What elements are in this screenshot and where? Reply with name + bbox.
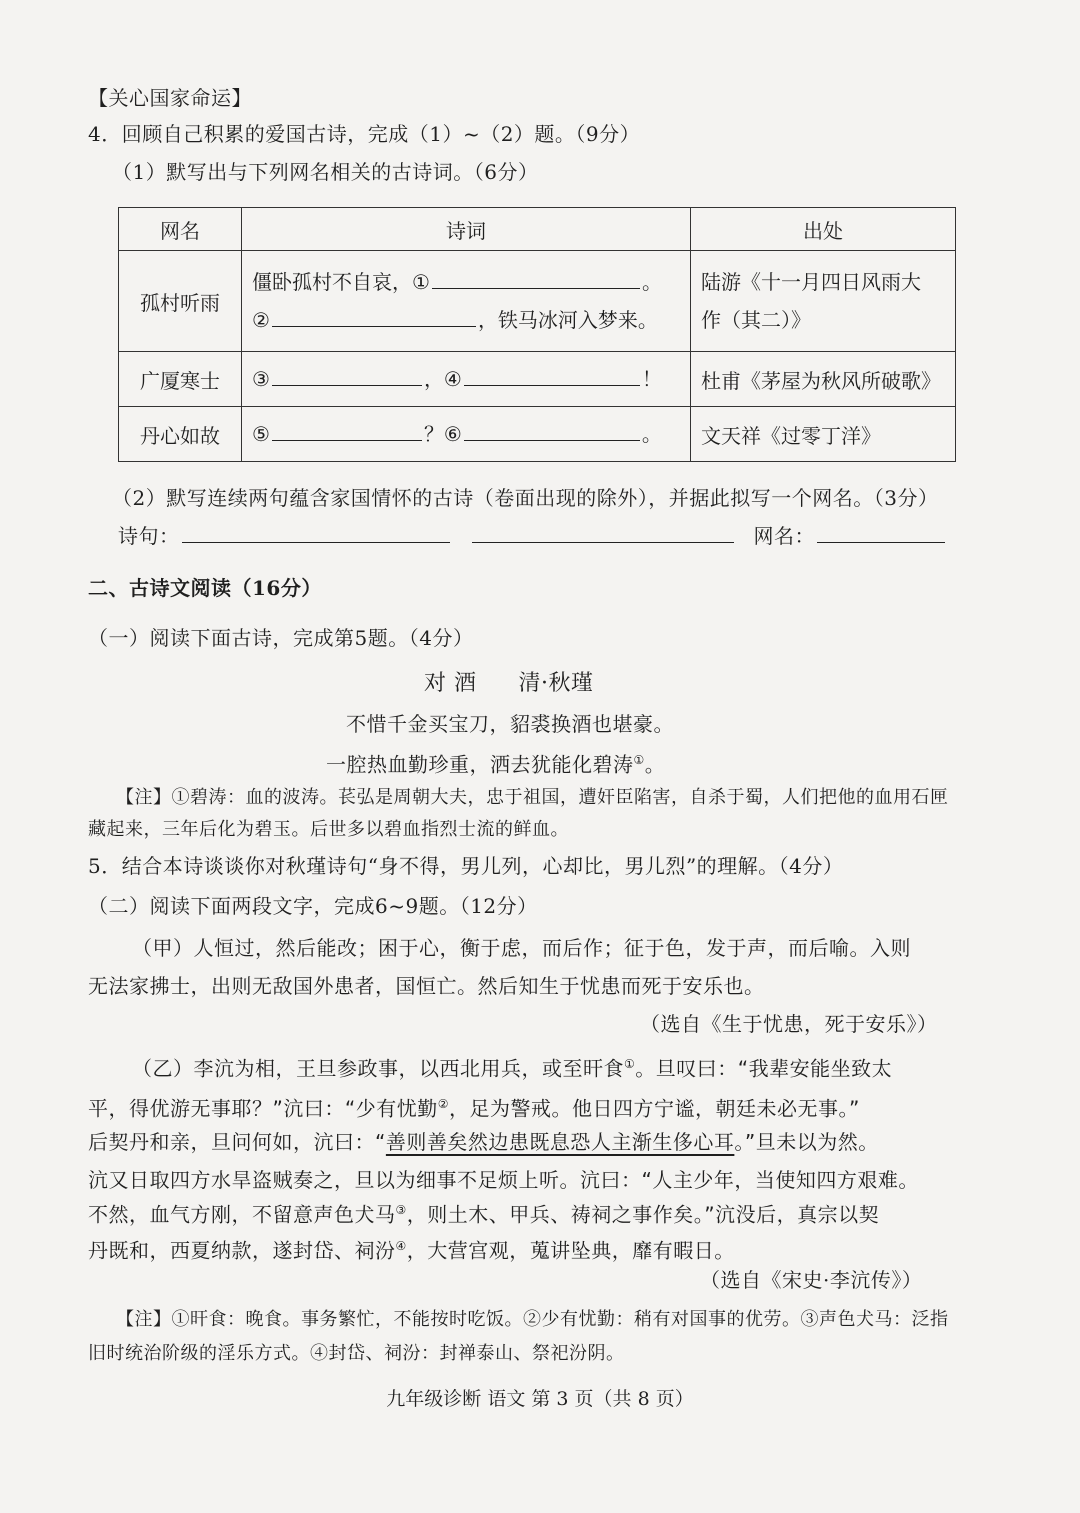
passage-yi-source: （选自《宋史·李沆传》） (700, 1268, 923, 1292)
passage-text: ，足为警戒。他日四方宁谧，朝廷未必无事。” (449, 1096, 860, 1121)
passage-text: ，大营宫观，蒐讲坠典，靡有暇日。 (406, 1238, 735, 1263)
passage-yi-line-4: 沆又日取四方水旱盗贼奏之，旦以为细事不足烦上听。沆曰：“人主少年，当使知四方艰难。 (88, 1168, 919, 1192)
note-mark: ③ (395, 1203, 407, 1217)
answer-blank-6[interactable] (464, 418, 640, 441)
note-mark: ① (624, 1057, 636, 1071)
note-mark: ① (633, 753, 645, 767)
poem-line-1: 不惜千金买宝刀，貂裘换酒也堪豪。 (346, 712, 674, 736)
source-cell: 文天祥《过零丁洋》 (691, 407, 956, 462)
passage-yi-line-5 (88, 1194, 879, 1231)
poem-text: ⑤ (252, 422, 270, 446)
passage-jia-line-1: （甲）人恒过，然后能改；困于心，衡于虑，而后作；征于色，发于声，而后喻。入则 (132, 936, 911, 960)
passage-text: 。旦叹曰：“我辈安能坐致太 (635, 1056, 893, 1081)
poem-text: 。 (641, 422, 662, 446)
table-row (119, 407, 956, 462)
poem-table (118, 207, 956, 462)
answer-blank-5[interactable] (272, 418, 422, 441)
note-2-line-1: 【注】①旰食：晚食。事务繁忙，不能按时吃饭。②少有忧勤：稍有对国事的优劳。③声色犬马：泛指 (116, 1309, 949, 1330)
passage-text: 。”旦未以为然。 (734, 1130, 879, 1154)
poem-text: ？⑥ (423, 422, 462, 446)
poem-text: ，④ (423, 367, 462, 391)
passage-yi-line-1 (132, 1048, 892, 1085)
passage-text: 后契丹和亲，旦问何如，沆曰：“ (88, 1130, 386, 1154)
question-4-sub2: （2）默写连续两句蕴含家国情怀的古诗（卷面出现的除外），并据此拟写一个网名。（3分） (112, 486, 939, 510)
poem-label: 诗句： (118, 524, 180, 548)
note-mark: ④ (395, 1239, 407, 1253)
passage-jia-line-2: 无法家拂士，出则无敌国外患者，国恒亡。然后知生于忧患而死于安乐也。 (88, 974, 765, 998)
poem-cell (242, 251, 691, 352)
poem-author: 清·秋瑾 (518, 671, 594, 696)
poem-line-2-end: 。 (644, 752, 666, 777)
passage-text: ，则土木、甲兵、祷祠之事作矣。”沆没后，真宗以契 (406, 1202, 880, 1227)
part-2-instruction: （二）阅读下面两段文字，完成6~9题。（12分） (88, 894, 538, 918)
passage-text: 不然，血气方刚，不留意声色犬马 (88, 1202, 396, 1227)
question-5: 5．结合本诗谈谈你对秋瑾诗句“身不得，男儿列，心却比，男儿烈”的理解。（4分） (88, 854, 844, 878)
net-name-label: 网名： (753, 524, 815, 548)
poem-title-line (424, 668, 594, 700)
passage-jia-source: （选自《生于忧患，死于安乐》） (640, 1012, 938, 1036)
passage-text: 丹既和，西夏纳款，遂封岱、祠汾 (88, 1238, 396, 1263)
table-header-cell: 出处 (691, 208, 956, 251)
poem-text: ！ (641, 367, 662, 391)
poem-cell (242, 407, 691, 462)
poem-answer-line (118, 520, 947, 552)
table-header-row (119, 208, 956, 251)
source-text: 作（其二）》 (701, 308, 811, 332)
net-name-cell: 广厦寒士 (119, 352, 242, 407)
poem-text: 。 (641, 270, 662, 294)
answer-blank-1[interactable] (432, 266, 640, 289)
note-1-line-2: 藏起来，三年后化为碧玉。后世多以碧血指烈士流的鲜血。 (88, 819, 569, 840)
table-header-cell: 网名 (119, 208, 242, 251)
source-cell: 杜甫《茅屋为秋风所破歌》 (691, 352, 956, 407)
passage-yi-line-2 (88, 1088, 860, 1125)
poem-text: 僵卧孤村不自哀，① (252, 270, 430, 294)
poem-title: 对 酒 (424, 671, 477, 696)
table-row (119, 251, 956, 352)
passage-text: （乙）李沆为相，王旦参政事，以西北用兵，或至旰食 (132, 1056, 624, 1081)
poem-answer-blank-a[interactable] (182, 520, 450, 543)
poem-text: ③ (252, 367, 270, 391)
passage-yi-line-6 (88, 1230, 735, 1267)
poem-text: ，铁马冰河入梦来。 (477, 308, 658, 332)
section-header: 【关心国家命运】 (88, 86, 252, 110)
answer-blank-4[interactable] (464, 363, 640, 386)
source-cell (691, 251, 956, 352)
table-row (119, 352, 956, 407)
part-1-instruction: （一）阅读下面古诗，完成第5题。（4分） (88, 626, 474, 650)
note-mark: ② (437, 1097, 449, 1111)
net-name-cell: 孤村听雨 (119, 251, 242, 352)
poem-cell (242, 352, 691, 407)
poem-line-2-text: 一腔热血勤珍重，洒去犹能化碧涛 (326, 752, 634, 777)
net-name-cell: 丹心如故 (119, 407, 242, 462)
table-header-cell: 诗词 (242, 208, 691, 251)
answer-blank-3[interactable] (272, 363, 422, 386)
question-4-sub1: （1）默写出与下列网名相关的古诗词。（6分） (112, 160, 539, 184)
section-2-title: 二、古诗文阅读（16分） (88, 576, 322, 600)
poem-text: ② (252, 308, 270, 332)
passage-text: 平，得优游无事耶？”沆曰：“少有忧勤 (88, 1096, 438, 1121)
passage-yi-line-3 (88, 1126, 879, 1158)
source-text: 陆游《十一月四日风雨大 (701, 270, 921, 294)
page-footer: 九年级诊断 语文 第 3 页（共 8 页） (386, 1388, 694, 1410)
underlined-sentence: 善则善矣然边患既息恐人主渐生侈心耳 (385, 1130, 735, 1154)
note-2-line-2: 旧时统治阶级的淫乐方式。④封岱、祠汾：封禅泰山、祭祀汾阴。 (88, 1343, 625, 1364)
poem-answer-blank-b[interactable] (472, 520, 734, 543)
answer-blank-2[interactable] (272, 304, 476, 327)
question-4-stem: 4．回顾自己积累的爱国古诗，完成（1）~（2）题。（9分） (88, 122, 641, 146)
net-name-answer-blank[interactable] (817, 520, 945, 543)
note-1-line-1: 【注】①碧涛：血的波涛。苌弘是周朝大夫，忠于祖国，遭奸臣陷害，自杀于蜀，人们把他的血用石匣 (116, 787, 949, 808)
poem-line-2 (326, 744, 665, 781)
